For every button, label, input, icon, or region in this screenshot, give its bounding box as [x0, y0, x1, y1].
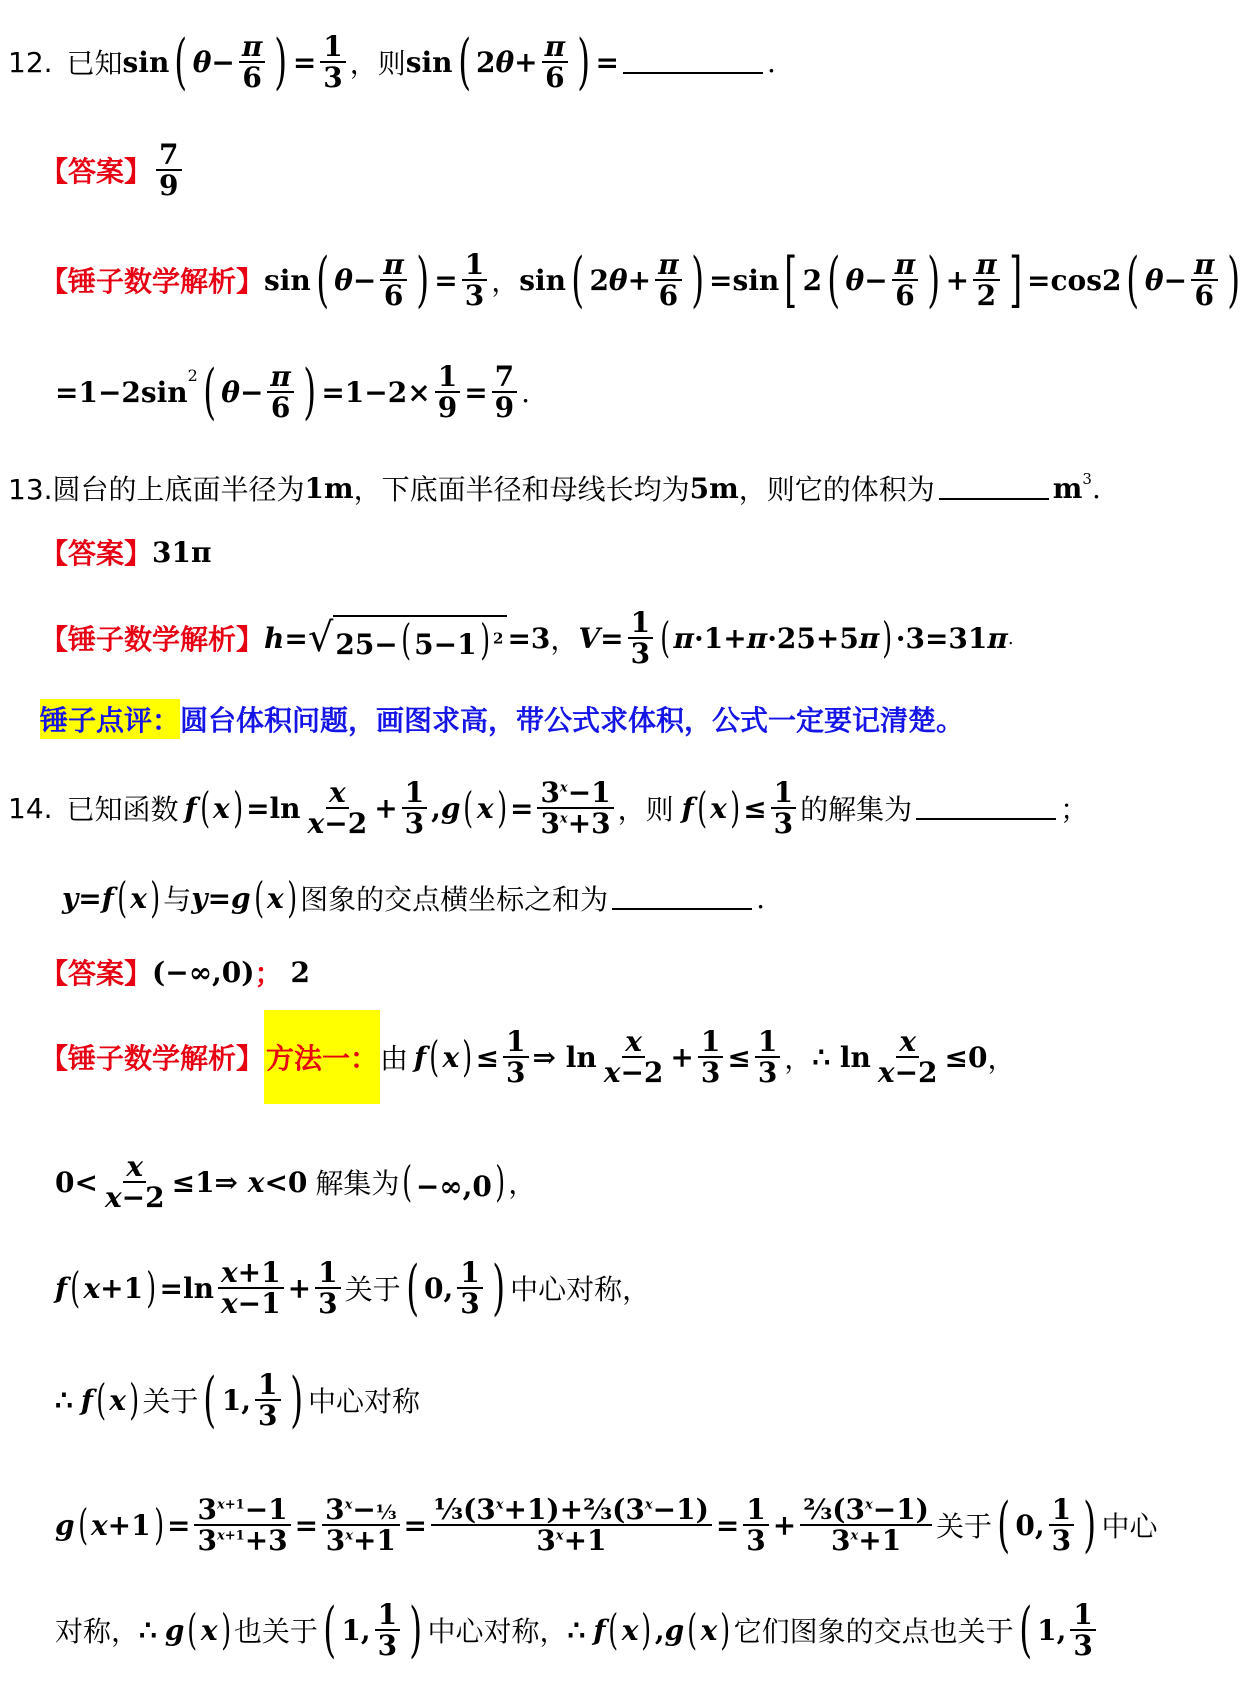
q13-text-a: 13.圆台的上底面半径为 [8, 473, 305, 506]
q14-method1: 方法一： [264, 1010, 380, 1104]
q14-solution-set: 的解集为 [800, 793, 913, 826]
q14-statement-line1: 14. 已知函数 f ( x ) =ln $\frac{x}{x-2}$ + $\frac{1}{3}$ , g ( x ) = $\frac{3^x-1}{3^x+3}$ ，则 f ( x ) ≤ $\frac{1}{3}$ 的解集为 ； [8, 775, 1089, 840]
q14-blank1 [916, 796, 1056, 820]
q14-answer-value2: 2 [290, 955, 311, 989]
q12-answer [40, 138, 186, 202]
q13-text-b: ，下底面半径和母线长均为 [353, 473, 690, 506]
q12-analysis-line1: 【锤子数学解析】 sin ( θ − $\frac{\pi}{6}$ ) = $\frac{1}{3}$ ， sin ( 2 θ + $\frac{\pi}{6}$ ) =sin [ 2 ( θ − $\frac{\pi}{6}$ ) + $\frac{\pi}{2}$ ] =cos 2 ( θ − $\frac{\pi}{6}$ ) [40, 245, 1240, 315]
q13-text-c: ，则它的体积为 [738, 473, 935, 506]
q14-sol-text: 解集为 [315, 1167, 400, 1200]
q14-answer [40, 944, 310, 1000]
q14-center: 中心 [1101, 1510, 1158, 1543]
q14-line2-mid: 与 [163, 883, 192, 916]
q14-statement-line2: y = f ( x ) 与 y = g ( x ) 图象的交点横坐标之和为 . [62, 873, 766, 922]
q12-analysis-label: 【锤子数学解析】 [40, 265, 265, 298]
q14-last-a: 对称， [55, 1615, 140, 1648]
q12-statement: 12. 已知 sin ( θ − $\frac{\pi}{6}$ ) = $\frac{1}{3}$ ，则 sin ( 2 θ + $\frac{\pi}{6}$ ) = . [8, 27, 776, 97]
q14-you: 由 [380, 1042, 409, 1075]
q12-given: 已知 [66, 47, 123, 80]
q14-center-sym-2: 中心对称 [307, 1385, 420, 1418]
q13-blank [939, 476, 1049, 500]
q14-analysis-line1: 【锤子数学解析】 方法一： 由 f ( x ) ≤ $\frac{1}{3}$ ⇒ ln $\frac{x}{x-2}$ + $\frac{1}{3}$ ≤ $\frac{1}{3}$ ， ∴ ln $\frac{x}{x-2}$ ≤0 ， [40, 1010, 1016, 1104]
q13-r2: 5m [689, 471, 739, 505]
q13-answer-label: 【答案】 [40, 537, 153, 570]
q13-comment-text: 圆台体积问题，画图求高，带公式求体积，公式一定要记清楚。 [180, 704, 965, 737]
q14-answer-sep: ； [254, 957, 283, 990]
q13-unit: m [1052, 471, 1083, 505]
q14-about-3: 关于 [935, 1510, 992, 1543]
q14-analysis-line4: ∴ f ( x ) 关于 ( 1, $\frac{1}{3}$ ) 中心对称 [55, 1365, 420, 1435]
q14-analysis-line3: f ( x+1 ) =ln $\frac{x+1}{x-1}$ + $\frac{1}{3}$ 关于 ( 0, $\frac{1}{3}$ ) 中心对称， [55, 1253, 651, 1323]
q14-last-c: 中心对称， [427, 1615, 568, 1648]
q14-given: 已知函数 [66, 793, 179, 826]
q14-answer-value1: (−∞,0) [152, 955, 255, 989]
q14-semicolon: ； [1060, 793, 1089, 826]
q14-line2-tail: 图象的交点横坐标之和为 [300, 883, 609, 916]
q13-analysis-label: 【锤子数学解析】 [40, 623, 265, 656]
q13-answer [40, 530, 211, 574]
q14-blank2 [612, 886, 752, 910]
q14-last-d: 它们图象的交点也关于 [733, 1615, 1014, 1648]
q12-analysis-line2: =1−2sin $^2$ ( θ − $\frac{\pi}{6}$ ) =1−2× $\frac{1}{9}$ = $\frac{7}{9}$ . [55, 357, 531, 427]
q13-answer-value: 31π [152, 535, 212, 569]
q13-comment [40, 694, 964, 744]
q14-analysis-line5: g ( x+1 ) = $\frac{3^{x+1}-1}{3^{x+1}+3}$ = $\frac{3^x-\frac{1}{3}}{3^x+1}$ = $\frac{\frac{1}{3}(3^x+1)+\frac{2}{3}(3^x-1)}{3^x+1}$ = $\frac{1}{3}$ + $\frac{\frac{2}{3}(3^x-1)}{3^x+1}$ 关于 ( 0, $\frac{1}{3}$ ) 中心 [55, 1490, 1158, 1560]
q12-number: 12. [8, 45, 53, 79]
q14-number: 14. [8, 791, 53, 825]
q13-unit-sup: 3 [1082, 470, 1092, 488]
q12-then: ，则 [349, 47, 406, 80]
q14-center-sym-1: 中心对称， [510, 1273, 651, 1306]
q14-then: ，则 [617, 793, 674, 826]
q14-analysis-label: 【锤子数学解析】 [40, 1042, 265, 1075]
q14-analysis-line6: 对称， ∴ g ( x ) 也关于 ( 1, $\frac{1}{3}$ ) 中心对称， ∴ f ( x ) , g ( x ) 它们图象的交点也关于 ( 1, $\frac{1}{3}$ [55, 1590, 1100, 1670]
q14-about-2: 关于 [142, 1385, 199, 1418]
q12-answer-frac: $\frac{7}{9}$ [156, 140, 181, 201]
q12-answer-label: 【答案】 [40, 155, 153, 188]
q14-about-1: 关于 [344, 1273, 401, 1306]
q12-blank [623, 50, 763, 74]
q13-r1: 1m [304, 471, 354, 505]
q13-analysis: 【锤子数学解析】 h = √ 25−( 5−1) $^2$ =3 ， V = $\frac{1}{3}$ ( π·1+π·25+5π ) ·3=31π . [40, 605, 1014, 670]
q13-statement: 13.圆台的上底面半径为 1m ，下底面半径和母线长均为 5m ，则它的体积为 m $^3$ . [8, 470, 1101, 506]
q13-comment-label: 锤子点评： [40, 699, 180, 739]
q14-analysis-line2: 0< $\frac{x}{x-2}$ ≤1⇒ x<0 解集为 ( −∞,0) ， [55, 1149, 537, 1214]
q14-last-b: 也关于 [233, 1615, 318, 1648]
q14-answer-label: 【答案】 [40, 957, 153, 990]
